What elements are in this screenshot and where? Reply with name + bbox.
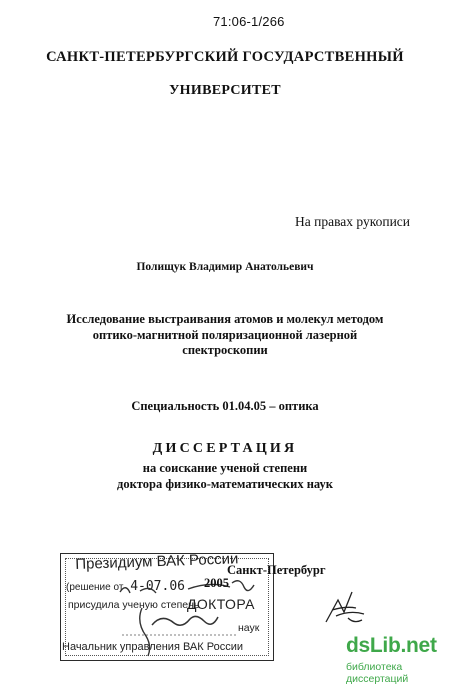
watermark-logo: dsLib.net — [346, 634, 437, 657]
rights-note: На правах рукописи — [295, 214, 411, 229]
stamp-sciences: наук — [238, 622, 260, 634]
degree-line-2: доктора физико-математических наук — [117, 476, 333, 491]
city: Санкт-Петербург — [227, 563, 326, 577]
stamp-awarded-prefix: присудил — [68, 599, 114, 611]
stamp-title: Президиум ВАК России — [75, 550, 239, 573]
document-type: ДИССЕРТАЦИЯ — [152, 441, 298, 456]
dissertation-title — [0, 312, 450, 359]
stamp-decision-date: 4-07.06 — [130, 579, 185, 594]
degree-line-1: на соискание ученой степени — [142, 461, 308, 475]
title-line-3: спектроскопии — [182, 343, 268, 357]
signature — [318, 582, 378, 632]
author-name: Полищук Владимир Анатольевич — [136, 261, 314, 273]
stamp-decision-label: (решение от — [66, 582, 124, 593]
stamp-degree: ДОКТОРА — [187, 596, 255, 612]
degree-statement — [0, 461, 450, 492]
institution-line-1: САНКТ-ПЕТЕРБУРГСКИЙ ГОСУДАРСТВЕННЫЙ — [46, 49, 404, 65]
title-line-2: оптико-магнитной поляризационной лазерной — [92, 327, 358, 342]
title-line-1: Исследование выстраивания атомов и молекул методом — [66, 312, 384, 326]
watermark-subtitle: библиотека диссертаций — [346, 661, 409, 685]
stamp-awarded-text: а ученую степень — [113, 599, 200, 611]
catalog-code: 71:06-1/266 — [213, 14, 285, 29]
specialty: Специальность 01.04.05 – оптика — [131, 399, 319, 413]
stamp-head: Начальник управления ВАК России — [62, 641, 243, 653]
institution-line-2: УНИВЕРСИТЕТ — [169, 83, 281, 98]
year: 2005 — [204, 576, 229, 590]
